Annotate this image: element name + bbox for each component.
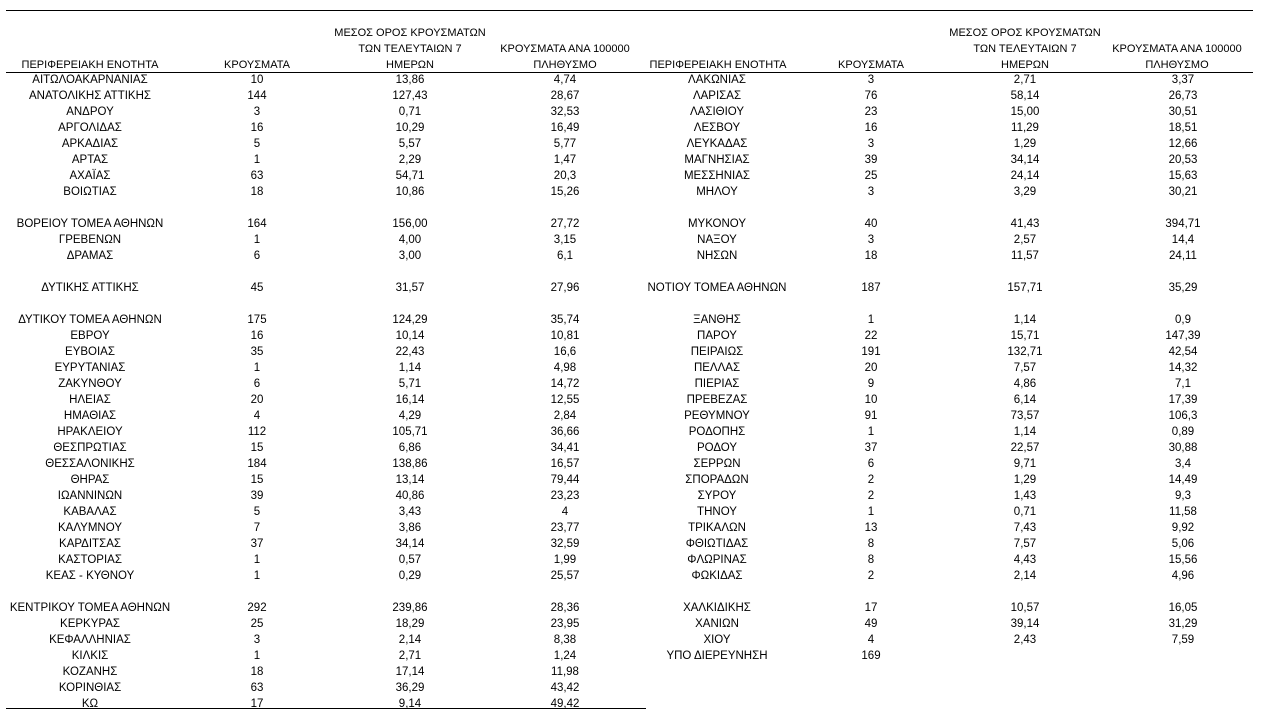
left-per100k-cell: 34,41 [550, 442, 580, 454]
right-avg7-cell: 7,43 [1013, 522, 1037, 534]
left-cases-cell: 3 [253, 106, 261, 118]
left-cases-cell: 112 [247, 426, 267, 438]
left-avg7-cell: 13,14 [395, 474, 425, 486]
right-avg7-cell: 15,00 [1010, 106, 1040, 118]
right-per100k-cell: 7,1 [1175, 378, 1191, 390]
right-region-cell: ΠΕΙΡΑΙΩΣ [690, 346, 744, 358]
left-cases-cell: 1 [253, 362, 261, 374]
right-avg7-cell: 73,57 [1010, 410, 1040, 422]
left-region-cell: ΒΟΡΕΙΟΥ ΤΟΜΕΑ ΑΘΗΝΩΝ [16, 218, 164, 230]
right-avg7-cell: 9,71 [1013, 458, 1037, 470]
right-cases-cell: 10 [864, 394, 878, 406]
right-avg7-cell: 4,43 [1013, 554, 1037, 566]
right-cases-cell: 6 [867, 458, 875, 470]
right-avg7-cell: 132,71 [1007, 346, 1043, 358]
right-cases-cell: 2 [867, 490, 875, 502]
right-cases-cell: 20 [864, 362, 878, 374]
left-avg7-cell: 3,43 [398, 506, 422, 518]
right-per100k-cell: 7,59 [1171, 634, 1195, 646]
left-region-cell: ΚΩ [81, 698, 99, 710]
left-per100k-cell: 16,6 [553, 346, 577, 358]
left-cases-cell: 15 [250, 442, 264, 454]
left-cases-cell: 10 [250, 74, 264, 86]
left-cases-cell: 5 [253, 506, 261, 518]
right-per100k-cell: 394,71 [1165, 218, 1201, 230]
right-per100k-cell: 30,88 [1168, 442, 1198, 454]
left-avg-header-1: ΜΕΣΟΣ ΟΡΟΣ ΚΡΟΥΣΜΑΤΩΝ [334, 27, 486, 39]
left-per100k-cell: 28,67 [550, 90, 580, 102]
left-avg7-cell: 5,57 [398, 138, 422, 150]
left-avg7-cell: 105,71 [392, 426, 428, 438]
left-per100k-cell: 1,24 [553, 650, 577, 662]
right-cases-cell: 39 [864, 154, 878, 166]
left-region-cell: ΑΧΑΪΑΣ [69, 170, 111, 182]
left-avg-header-3: ΗΜΕΡΩΝ [386, 59, 434, 71]
right-cases-cell: 18 [864, 250, 878, 262]
left-avg7-cell: 16,14 [395, 394, 425, 406]
left-per100k-cell: 8,38 [553, 634, 577, 646]
right-region-cell: ΝΟΤΙΟΥ ΤΟΜΕΑ ΑΘΗΝΩΝ [647, 282, 787, 294]
right-avg7-cell: 22,57 [1010, 442, 1040, 454]
left-per100k-cell: 32,59 [550, 538, 580, 550]
left-avg7-cell: 10,14 [395, 330, 425, 342]
left-region-cell: ΑΙΤΩΛΟΑΚΑΡΝΑΝΙΑΣ [32, 74, 148, 86]
left-cases-header: ΚΡΟΥΣΜΑΤΑ [224, 59, 290, 71]
left-region-cell: ΔΥΤΙΚΗΣ ΑΤΤΙΚΗΣ [41, 282, 139, 294]
left-avg7-cell: 31,57 [395, 282, 425, 294]
right-per100k-cell: 30,51 [1168, 106, 1198, 118]
right-region-cell: ΠΕΛΛΑΣ [693, 362, 741, 374]
left-cases-cell: 1 [253, 650, 261, 662]
right-avg7-cell: 2,57 [1013, 234, 1037, 246]
left-region-cell: ΙΩΑΝΝΙΝΩΝ [57, 490, 123, 502]
right-avg7-cell: 0,71 [1013, 506, 1037, 518]
right-avg-header-1: ΜΕΣΟΣ ΟΡΟΣ ΚΡΟΥΣΜΑΤΩΝ [949, 27, 1101, 39]
right-cases-cell: 191 [861, 346, 881, 358]
right-cases-cell: 3 [867, 234, 875, 246]
left-per100k-cell: 35,74 [550, 314, 580, 326]
right-cases-cell: 49 [864, 618, 878, 630]
left-cases-cell: 16 [250, 122, 264, 134]
right-region-cell: ΠΙΕΡΙΑΣ [694, 378, 740, 390]
left-cases-cell: 175 [247, 314, 267, 326]
left-avg7-cell: 239,86 [392, 602, 428, 614]
left-cases-cell: 1 [253, 570, 261, 582]
right-cases-cell: 2 [867, 474, 875, 486]
right-per100k-cell: 3,37 [1171, 74, 1195, 86]
right-avg7-cell: 39,14 [1010, 618, 1040, 630]
left-cases-cell: 1 [253, 154, 261, 166]
left-avg7-cell: 2,14 [398, 634, 422, 646]
right-cases-cell: 76 [864, 90, 878, 102]
left-avg7-cell: 22,43 [395, 346, 425, 358]
right-cases-cell: 37 [864, 442, 878, 454]
right-region-cell: ΜΑΓΝΗΣΙΑΣ [684, 154, 750, 166]
right-per100k-cell: 5,06 [1171, 538, 1195, 550]
right-region-cell: ΜΕΣΣΗΝΙΑΣ [683, 170, 751, 182]
right-avg7-cell: 11,29 [1011, 122, 1039, 134]
left-region-cell: ΚΑΒΑΛΑΣ [63, 506, 117, 518]
right-region-cell: ΞΑΝΘΗΣ [693, 314, 741, 326]
top-rule [6, 10, 1253, 11]
right-per100k-cell: 26,73 [1168, 90, 1198, 102]
right-avg7-cell: 1,43 [1013, 490, 1037, 502]
left-per100k-cell: 1,47 [553, 154, 577, 166]
right-per100k-header-2: ΠΛΗΘΥΣΜΟ [1145, 59, 1209, 71]
left-per100k-cell: 3,15 [553, 234, 577, 246]
left-per100k-cell: 14,72 [550, 378, 580, 390]
right-avg7-cell: 2,14 [1013, 570, 1037, 582]
left-per100k-cell: 6,1 [557, 250, 573, 262]
right-cases-cell: 91 [864, 410, 878, 422]
right-cases-cell: 1 [867, 506, 875, 518]
left-avg7-cell: 40,86 [395, 490, 425, 502]
right-per100k-cell: 9,3 [1175, 490, 1191, 502]
right-per100k-cell: 17,39 [1168, 394, 1198, 406]
left-per100k-cell: 4,98 [553, 362, 577, 374]
right-avg7-cell: 2,71 [1013, 74, 1037, 86]
left-region-cell: ΚΑΣΤΟΡΙΑΣ [58, 554, 122, 566]
right-cases-header: ΚΡΟΥΣΜΑΤΑ [838, 59, 904, 71]
right-per100k-cell: 106,3 [1168, 410, 1198, 422]
left-region-cell: ΚΙΛΚΙΣ [71, 650, 109, 662]
left-region-cell: ΘΕΣΣΑΛΟΝΙΚΗΣ [45, 458, 135, 470]
right-region-cell: ΦΩΚΙΔΑΣ [691, 570, 743, 582]
left-cases-cell: 17 [250, 698, 264, 710]
left-cases-cell: 45 [250, 282, 264, 294]
left-region-cell: ΗΡΑΚΛΕΙΟΥ [57, 426, 123, 438]
right-cases-cell: 8 [867, 554, 875, 566]
right-region-cell: ΛΑΚΩΝΙΑΣ [688, 74, 746, 86]
left-region-cell: ΚΕΑΣ - ΚΥΘΝΟΥ [45, 570, 135, 582]
right-cases-cell: 3 [867, 186, 875, 198]
left-avg7-cell: 4,29 [398, 410, 422, 422]
right-region-cell: ΜΥΚΟΝΟΥ [687, 218, 747, 230]
left-cases-cell: 6 [253, 250, 261, 262]
right-per100k-cell: 42,54 [1168, 346, 1198, 358]
left-per100k-cell: 1,99 [553, 554, 577, 566]
left-region-cell: ΚΟΖΑΝΗΣ [62, 666, 118, 678]
right-avg7-cell: 41,43 [1010, 218, 1040, 230]
left-cases-cell: 144 [247, 90, 267, 102]
right-region-cell: ΛΕΥΚΑΔΑΣ [686, 138, 748, 150]
right-cases-cell: 13 [864, 522, 878, 534]
right-cases-cell: 1 [867, 314, 875, 326]
left-per100k-cell: 5,77 [553, 138, 577, 150]
right-cases-cell: 3 [867, 74, 875, 86]
left-avg7-cell: 36,29 [395, 682, 425, 694]
left-region-cell: ΓΡΕΒΕΝΩΝ [58, 234, 122, 246]
left-region-cell: ΕΥΡΥΤΑΝΙΑΣ [54, 362, 126, 374]
right-avg7-cell: 1,14 [1013, 314, 1037, 326]
left-avg7-cell: 156,00 [392, 218, 428, 230]
left-region-cell: ΕΥΒΟΙΑΣ [65, 346, 115, 358]
right-cases-cell: 9 [867, 378, 875, 390]
right-per100k-cell: 14,32 [1168, 362, 1198, 374]
right-avg7-cell: 11,57 [1011, 250, 1039, 262]
left-avg7-cell: 124,29 [392, 314, 428, 326]
right-per100k-cell: 15,56 [1168, 554, 1198, 566]
left-avg7-cell: 13,86 [395, 74, 425, 86]
right-avg7-cell: 10,57 [1010, 602, 1040, 614]
left-per100k-cell: 20,3 [553, 170, 577, 182]
right-avg7-cell: 58,14 [1010, 90, 1040, 102]
right-per100k-cell: 24,11 [1169, 250, 1197, 262]
right-region-cell: ΦΛΩΡΙΝΑΣ [687, 554, 747, 566]
right-per100k-cell: 3,4 [1175, 458, 1191, 470]
right-region-header: ΠΕΡΙΦΕΡΕΙΑΚΗ ΕΝΟΤΗΤΑ [649, 59, 787, 71]
left-cases-cell: 4 [253, 410, 261, 422]
right-per100k-cell: 14,49 [1168, 474, 1198, 486]
left-cases-cell: 35 [250, 346, 264, 358]
left-region-cell: ΗΜΑΘΙΑΣ [63, 410, 117, 422]
right-cases-cell: 3 [867, 138, 875, 150]
left-per100k-cell: 43,42 [550, 682, 580, 694]
left-avg7-cell: 0,57 [398, 554, 422, 566]
left-region-header: ΠΕΡΙΦΕΡΕΙΑΚΗ ΕΝΟΤΗΤΑ [21, 59, 159, 71]
left-cases-cell: 63 [250, 170, 264, 182]
left-avg7-cell: 127,43 [392, 90, 428, 102]
right-avg7-cell: 6,14 [1013, 394, 1037, 406]
right-per100k-cell: 35,29 [1168, 282, 1198, 294]
right-cases-cell: 1 [867, 426, 875, 438]
left-region-cell: ΚΑΡΔΙΤΣΑΣ [59, 538, 121, 550]
left-per100k-cell: 36,66 [550, 426, 580, 438]
right-per100k-cell: 30,21 [1168, 186, 1198, 198]
left-avg7-cell: 1,14 [398, 362, 422, 374]
right-per100k-cell: 31,29 [1168, 618, 1198, 630]
left-region-cell: ΔΡΑΜΑΣ [66, 250, 114, 262]
left-region-cell: ΘΕΣΠΡΩΤΙΑΣ [53, 442, 127, 454]
right-avg7-cell: 24,14 [1010, 170, 1040, 182]
right-region-cell: ΧΑΝΙΩΝ [695, 618, 739, 630]
right-per100k-cell: 147,39 [1165, 330, 1201, 342]
right-avg7-cell: 3,29 [1013, 186, 1037, 198]
right-cases-cell: 40 [864, 218, 878, 230]
right-avg7-cell: 15,71 [1010, 330, 1040, 342]
right-avg7-cell: 1,29 [1013, 474, 1037, 486]
right-cases-cell: 25 [864, 170, 878, 182]
right-region-cell: ΡΕΘΥΜΝΟΥ [684, 410, 750, 422]
left-region-cell: ΚΕΝΤΡΙΚΟΥ ΤΟΜΕΑ ΑΘΗΝΩΝ [9, 602, 171, 614]
right-region-cell: ΧΑΛΚΙΔΙΚΗΣ [683, 602, 751, 614]
left-avg7-cell: 5,71 [398, 378, 422, 390]
left-per100k-cell: 28,36 [550, 602, 580, 614]
right-avg7-cell: 7,57 [1013, 362, 1037, 374]
right-region-cell: ΣΥΡΟΥ [697, 490, 737, 502]
left-avg7-cell: 9,14 [398, 698, 422, 710]
right-region-cell: ΥΠΟ ΔΙΕΡΕΥΝΗΣΗ [666, 650, 768, 662]
right-avg7-cell: 34,14 [1010, 154, 1040, 166]
right-avg7-cell: 7,57 [1013, 538, 1037, 550]
right-cases-cell: 8 [867, 538, 875, 550]
right-per100k-cell: 14,4 [1171, 234, 1195, 246]
right-cases-cell: 22 [864, 330, 878, 342]
right-avg7-cell: 2,43 [1013, 634, 1037, 646]
left-region-cell: ΚΟΡΙΝΘΙΑΣ [58, 682, 122, 694]
left-cases-cell: 184 [247, 458, 267, 470]
left-cases-cell: 63 [250, 682, 264, 694]
right-per100k-cell: 0,89 [1171, 426, 1195, 438]
right-avg7-cell: 1,14 [1013, 426, 1037, 438]
right-region-cell: ΣΕΡΡΩΝ [693, 458, 741, 470]
right-per100k-cell: 16,05 [1168, 602, 1198, 614]
right-avg7-cell: 4,86 [1013, 378, 1037, 390]
left-per100k-cell: 15,26 [550, 186, 580, 198]
left-region-cell: ΚΕΦΑΛΛΗΝΙΑΣ [49, 634, 131, 646]
left-avg7-cell: 54,71 [395, 170, 425, 182]
right-region-cell: ΝΗΣΩΝ [696, 250, 738, 262]
left-avg7-cell: 3,86 [398, 522, 422, 534]
left-per100k-cell: 4 [561, 506, 569, 518]
left-per100k-cell: 2,84 [553, 410, 577, 422]
left-per100k-cell: 23,77 [550, 522, 580, 534]
right-cases-cell: 4 [867, 634, 875, 646]
left-per100k-cell: 11,98 [551, 666, 579, 678]
left-avg7-cell: 10,29 [395, 122, 425, 134]
left-per100k-cell: 4,74 [553, 74, 577, 86]
right-cases-cell: 187 [861, 282, 881, 294]
right-cases-cell: 2 [867, 570, 875, 582]
right-avg7-cell: 157,71 [1007, 282, 1043, 294]
right-per100k-cell: 18,51 [1168, 122, 1198, 134]
right-region-cell: ΛΕΣΒΟΥ [693, 122, 741, 134]
left-avg7-cell: 3,00 [398, 250, 422, 262]
right-per100k-cell: 20,53 [1168, 154, 1198, 166]
right-region-cell: ΦΘΙΩΤΙΔΑΣ [685, 538, 749, 550]
left-cases-cell: 15 [250, 474, 264, 486]
right-per100k-header-1: ΚΡΟΥΣΜΑΤΑ ΑΝΑ 100000 [1112, 43, 1242, 55]
left-cases-cell: 5 [253, 138, 261, 150]
left-avg7-cell: 2,29 [398, 154, 422, 166]
left-avg7-cell: 6,86 [398, 442, 422, 454]
left-avg7-cell: 0,71 [398, 106, 422, 118]
left-cases-cell: 3 [253, 634, 261, 646]
right-per100k-cell: 15,63 [1168, 170, 1198, 182]
left-avg7-cell: 18,29 [395, 618, 425, 630]
left-cases-cell: 292 [247, 602, 267, 614]
right-per100k-cell: 4,96 [1171, 570, 1195, 582]
left-per100k-cell: 49,42 [550, 698, 580, 710]
left-region-cell: ΔΥΤΙΚΟΥ ΤΟΜΕΑ ΑΘΗΝΩΝ [18, 314, 162, 326]
left-per100k-header-2: ΠΛΗΘΥΣΜΟ [533, 59, 597, 71]
left-avg7-cell: 17,14 [395, 666, 425, 678]
left-region-cell: ΑΡΤΑΣ [71, 154, 109, 166]
right-region-cell: ΤΗΝΟΥ [697, 506, 737, 518]
left-avg7-cell: 2,71 [398, 650, 422, 662]
left-avg7-cell: 138,86 [392, 458, 428, 470]
right-region-cell: ΝΑΞΟΥ [697, 234, 737, 246]
right-region-cell: ΠΑΡΟΥ [697, 330, 737, 342]
left-region-cell: ΘΗΡΑΣ [70, 474, 110, 486]
left-cases-cell: 18 [250, 666, 264, 678]
right-cases-cell: 17 [864, 602, 878, 614]
right-region-cell: ΠΡΕΒΕΖΑΣ [686, 394, 748, 406]
right-avg7-cell: 1,29 [1013, 138, 1037, 150]
right-cases-cell: 23 [864, 106, 878, 118]
right-avg-header-3: ΗΜΕΡΩΝ [1001, 59, 1049, 71]
right-region-cell: ΧΙΟΥ [703, 634, 731, 646]
left-region-cell: ΒΟΙΩΤΙΑΣ [63, 186, 117, 198]
right-per100k-cell: 9,92 [1171, 522, 1195, 534]
right-region-cell: ΡΟΔΟΥ [696, 442, 738, 454]
left-per100k-cell: 23,95 [550, 618, 580, 630]
right-region-cell: ΣΠΟΡΑΔΩΝ [685, 474, 749, 486]
left-region-cell: ΖΑΚΥΝΘΟΥ [58, 378, 122, 390]
left-avg7-cell: 0,29 [398, 570, 422, 582]
left-cases-cell: 164 [247, 218, 267, 230]
left-per100k-cell: 16,57 [550, 458, 580, 470]
left-per100k-cell: 27,96 [550, 282, 580, 294]
left-per100k-header-1: ΚΡΟΥΣΜΑΤΑ ΑΝΑ 100000 [500, 43, 630, 55]
left-cases-cell: 20 [250, 394, 264, 406]
left-cases-cell: 18 [250, 186, 264, 198]
left-region-cell: ΚΑΛΥΜΝΟΥ [58, 522, 122, 534]
right-avg-header-2: ΤΩΝ ΤΕΛΕΥΤΑΙΩΝ 7 [973, 43, 1077, 55]
left-cases-cell: 1 [253, 554, 261, 566]
right-cases-cell: 16 [864, 122, 878, 134]
left-cases-cell: 25 [250, 618, 264, 630]
right-per100k-cell: 0,9 [1175, 314, 1191, 326]
left-per100k-cell: 12,55 [550, 394, 580, 406]
left-region-cell: ΗΛΕΙΑΣ [69, 394, 111, 406]
left-region-cell: ΑΡΚΑΔΙΑΣ [61, 138, 119, 150]
right-region-cell: ΛΑΣΙΘΙΟΥ [689, 106, 745, 118]
left-region-cell: ΕΒΡΟΥ [70, 330, 110, 342]
left-cases-cell: 7 [253, 522, 261, 534]
left-per100k-cell: 27,72 [550, 218, 580, 230]
left-cases-cell: 1 [253, 234, 261, 246]
left-per100k-cell: 16,49 [550, 122, 580, 134]
left-region-cell: ΚΕΡΚΥΡΑΣ [60, 618, 120, 630]
right-region-cell: ΛΑΡΙΣΑΣ [692, 90, 742, 102]
left-avg-header-2: ΤΩΝ ΤΕΛΕΥΤΑΙΩΝ 7 [358, 43, 462, 55]
left-per100k-cell: 32,53 [550, 106, 580, 118]
left-cases-cell: 39 [250, 490, 264, 502]
right-per100k-cell: 12,66 [1168, 138, 1198, 150]
left-cases-cell: 37 [250, 538, 264, 550]
left-cases-cell: 6 [253, 378, 261, 390]
left-per100k-cell: 10,81 [550, 330, 580, 342]
right-per100k-cell: 11,58 [1169, 506, 1197, 518]
right-cases-cell: 169 [861, 650, 881, 662]
left-per100k-cell: 23,23 [550, 490, 580, 502]
left-region-cell: ΑΡΓΟΛΙΔΑΣ [58, 122, 122, 134]
left-per100k-cell: 25,57 [550, 570, 580, 582]
left-avg7-cell: 4,00 [398, 234, 422, 246]
right-region-cell: ΜΗΛΟΥ [696, 186, 738, 198]
left-avg7-cell: 10,86 [395, 186, 425, 198]
right-region-cell: ΤΡΙΚΑΛΩΝ [688, 522, 746, 534]
left-per100k-cell: 79,44 [550, 474, 580, 486]
left-avg7-cell: 34,14 [395, 538, 425, 550]
left-region-cell: ΑΝΑΤΟΛΙΚΗΣ ΑΤΤΙΚΗΣ [28, 90, 152, 102]
left-region-cell: ΑΝΔΡΟΥ [66, 106, 114, 118]
left-cases-cell: 16 [250, 330, 264, 342]
right-region-cell: ΡΟΔΟΠΗΣ [688, 426, 746, 438]
